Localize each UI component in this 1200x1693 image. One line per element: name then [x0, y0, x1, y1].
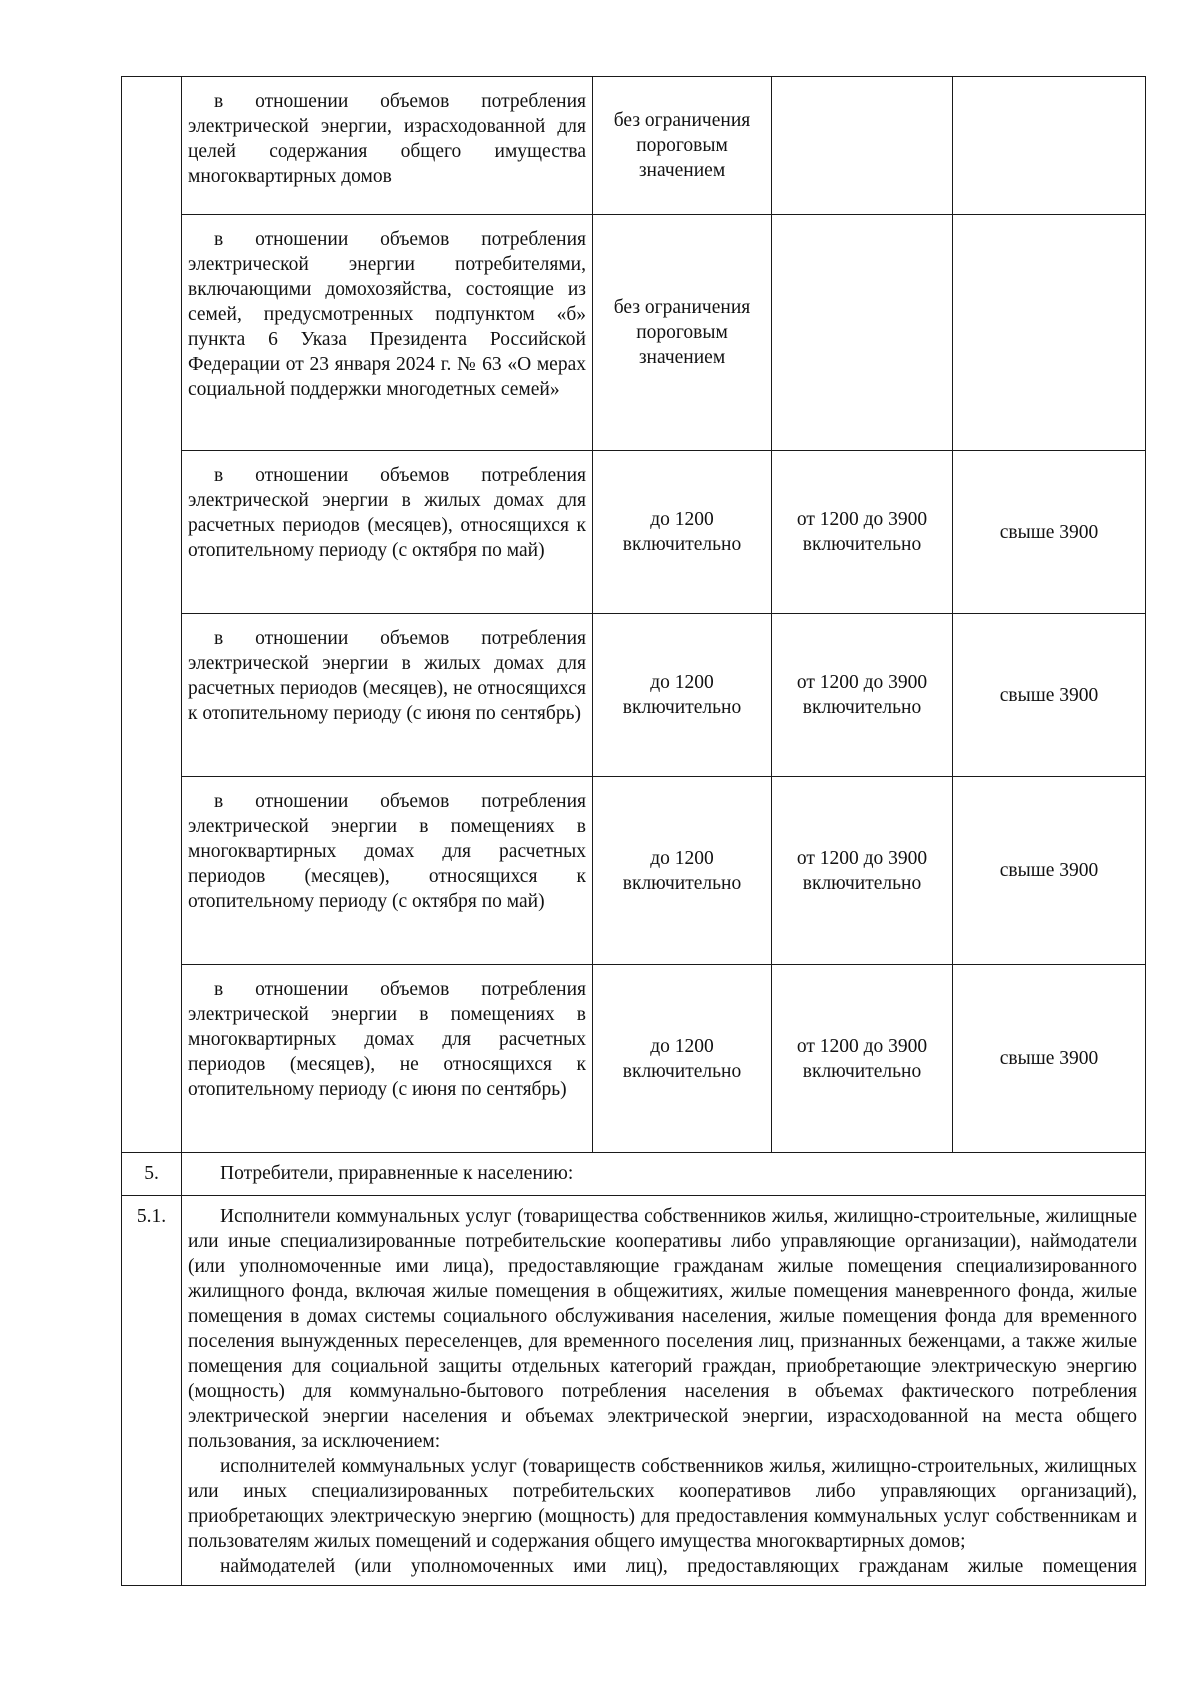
range-mid-cell: от 1200 до 3900 включительно — [772, 451, 953, 614]
range-high-cell: свыше 3900 — [953, 451, 1146, 614]
description-cell — [182, 77, 593, 215]
range-mid-cell — [772, 77, 953, 215]
range-low-cell: до 1200 включительно — [593, 451, 772, 614]
section-number-cell — [122, 1196, 182, 1586]
description-text: в отношении объемов потребления электрической энергии в помещениях в многоквартирных домах для расчетных периодов (месяцев), относящихся к отопительному периоду (с октября по май) — [188, 791, 586, 912]
description-cell — [182, 614, 593, 777]
paragraph: Исполнители коммунальных услуг (товарищества собственников жилья, жилищно-строительные, жилищные или иные специализированные потребительские кооперативы либо управляющие организации), наймодатели (или уполномоченные ими лица), предоставляющие гражданам жилые помещения специализированного жилищного фонда, включая жилые помещения в общежитиях, жилые помещения маневренного фонда, жилые помещения в домах системы социального обслуживания населения, жилые помещения фонда для временного поселения вынужденных переселенцев, для временного поселения лиц, признанных беженцами, а также жилые помещения для социальной защиты отдельных категорий граждан, приобретающие электрическую энергию (мощность) для коммунально-бытового потребления населения в объемах фактического потребления электрической энергии населения и объемах электрической энергии, израсходованной на места общего пользования, за исключением: — [188, 1206, 1137, 1452]
section-title-cell — [182, 1153, 1146, 1196]
range-high-cell: свыше 3900 — [953, 614, 1146, 777]
range-low-cell: без ограничения пороговым значением — [593, 215, 772, 451]
table-row — [122, 614, 1146, 777]
section-5-row — [122, 1153, 1146, 1196]
section-5-1-row — [122, 1196, 1146, 1586]
range-high-cell — [953, 215, 1146, 451]
range-mid-cell — [772, 215, 953, 451]
description-text: в отношении объемов потребления электрической энергии в жилых домах для расчетных периодов (месяцев), не относящихся к отопительному периоду (с июня по сентябрь) — [188, 628, 586, 724]
range-low-cell: без ограничения пороговым значением — [593, 77, 772, 215]
section-number: 5. — [144, 1163, 159, 1184]
tariff-table — [121, 76, 1146, 1586]
description-cell — [182, 777, 593, 965]
description-cell — [182, 965, 593, 1153]
table-row — [122, 77, 1146, 215]
description-text: в отношении объемов потребления электрической энергии, израсходованной для целей содержания общего имущества многоквартирных домов — [188, 91, 586, 187]
range-low-cell: до 1200 включительно — [593, 614, 772, 777]
range-mid-cell: от 1200 до 3900 включительно — [772, 614, 953, 777]
description-text: в отношении объемов потребления электрической энергии в жилых домах для расчетных периодов (месяцев), относящихся к отопительному периоду (с октября по май) — [188, 465, 586, 561]
range-low-cell: до 1200 включительно — [593, 965, 772, 1153]
description-text: в отношении объемов потребления электрической энергии потребителями, включающими домохозяйства, состоящие из семей, предусмотренных подпунктом «б» пункта 6 Указа Президента Российской Федерации от 23 января 2024 г. № 63 «О мерах социальной поддержки многодетных семей» — [188, 229, 586, 400]
paragraph: исполнителей коммунальных услуг (товариществ собственников жилья, жилищно-строительных, жилищных или иных специализированных потребительских кооперативов либо управляющих организаций), приобретающих электрическую энергию (мощность) для предоставления коммунальных услуг собственникам и пользователям жилых помещений и содержания общего имущества многоквартирных домов; — [188, 1456, 1137, 1552]
table-row — [122, 451, 1146, 614]
paragraph: наймодателей (или уполномоченных ими лиц), предоставляющих гражданам жилые помещения — [220, 1556, 1137, 1577]
section-number: 5.1. — [136, 1206, 167, 1227]
range-high-cell: свыше 3900 — [953, 965, 1146, 1153]
range-mid-cell: от 1200 до 3900 включительно — [772, 777, 953, 965]
section-title: Потребители, приравненные к населению: — [220, 1163, 574, 1184]
description-cell — [182, 451, 593, 614]
description-cell — [182, 215, 593, 451]
range-high-cell — [953, 77, 1146, 215]
range-mid-cell: от 1200 до 3900 включительно — [772, 965, 953, 1153]
table-row — [122, 965, 1146, 1153]
section-number-cell — [122, 1153, 182, 1196]
row-number-cell — [122, 77, 182, 1153]
range-low-cell: до 1200 включительно — [593, 777, 772, 965]
table-row — [122, 215, 1146, 451]
section-body-cell — [182, 1196, 1146, 1586]
range-high-cell: свыше 3900 — [953, 777, 1146, 965]
description-text: в отношении объемов потребления электрической энергии в помещениях в многоквартирных домах для расчетных периодов (месяцев), не относящихся к отопительному периоду (с июня по сентябрь) — [188, 979, 586, 1100]
document-page — [121, 76, 1145, 1586]
table-row — [122, 777, 1146, 965]
section-body — [182, 1196, 1145, 1585]
